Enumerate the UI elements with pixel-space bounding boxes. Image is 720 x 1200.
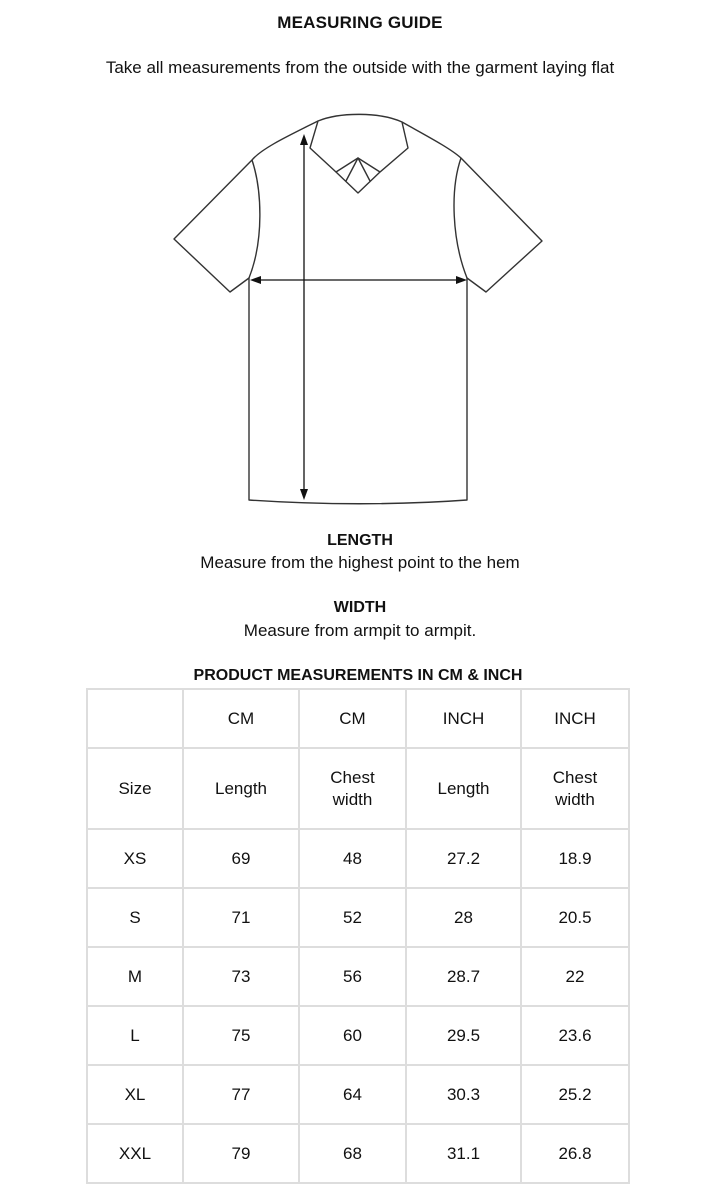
column-header-line: Chest xyxy=(330,767,375,787)
length-arrow-top xyxy=(300,134,308,145)
size-cell: S xyxy=(87,888,183,947)
width-description: Measure from armpit to armpit. xyxy=(243,621,477,640)
size-table xyxy=(86,688,630,1184)
length-description: Measure from the highest point to the hem xyxy=(200,553,520,572)
table-row xyxy=(87,947,629,1006)
table-row xyxy=(87,1006,629,1065)
table-row xyxy=(87,1124,629,1183)
measurement-cell: 64 xyxy=(299,1065,406,1124)
measurement-cell: 30.3 xyxy=(406,1065,521,1124)
measurement-cell: 23.6 xyxy=(521,1006,629,1065)
unit-cell: CM xyxy=(183,689,299,748)
shirt-collar xyxy=(310,114,408,172)
guide-subtitle: Take all measurements from the outside with the garment laying flat xyxy=(105,58,615,77)
measurement-cell: 22 xyxy=(521,947,629,1006)
measurement-cell: 71 xyxy=(183,888,299,947)
measurement-cell: 29.5 xyxy=(406,1006,521,1065)
size-cell: L xyxy=(87,1006,183,1065)
measurement-cell: 56 xyxy=(299,947,406,1006)
length-arrow-bottom xyxy=(300,489,308,500)
length-heading: LENGTH xyxy=(327,532,393,549)
measurement-cell: 27.2 xyxy=(406,829,521,888)
measurement-cell: 79 xyxy=(183,1124,299,1183)
measurement-cell: 28 xyxy=(406,888,521,947)
column-header-line: width xyxy=(332,789,373,809)
column-header-line: Length xyxy=(215,778,267,798)
measurement-cell: 28.7 xyxy=(406,947,521,1006)
measurement-cell: 18.9 xyxy=(521,829,629,888)
column-header xyxy=(299,748,406,829)
size-cell: XS xyxy=(87,829,183,888)
measurement-cell: 60 xyxy=(299,1006,406,1065)
column-header-line: Size xyxy=(118,778,152,798)
size-cell: M xyxy=(87,947,183,1006)
size-cell: XXL xyxy=(87,1124,183,1183)
measurement-cell: 31.1 xyxy=(406,1124,521,1183)
column-header xyxy=(87,748,183,829)
column-header-line: Length xyxy=(437,778,490,798)
column-header xyxy=(406,748,521,829)
shirt-diagram xyxy=(0,100,720,520)
measurement-cell: 77 xyxy=(183,1065,299,1124)
column-header xyxy=(521,748,629,829)
measurement-cell: 26.8 xyxy=(521,1124,629,1183)
measurement-cell: 48 xyxy=(299,829,406,888)
measurement-cell: 52 xyxy=(299,888,406,947)
header-row xyxy=(87,748,629,829)
measurement-cell: 73 xyxy=(183,947,299,1006)
table-title: PRODUCT MEASUREMENTS IN CM & INCH xyxy=(193,667,523,684)
shirt-outline xyxy=(174,121,542,504)
measurement-cell: 69 xyxy=(183,829,299,888)
unit-cell xyxy=(87,689,183,748)
shirt-placket xyxy=(336,158,380,193)
column-header xyxy=(183,748,299,829)
width-arrow-right xyxy=(456,276,467,284)
column-header-line: Chest xyxy=(552,767,598,787)
unit-row xyxy=(87,689,629,748)
size-cell: XL xyxy=(87,1065,183,1124)
column-header-line: width xyxy=(555,789,595,809)
measurement-cell: 75 xyxy=(183,1006,299,1065)
unit-cell: INCH xyxy=(406,689,521,748)
measurement-cell: 68 xyxy=(299,1124,406,1183)
table-row xyxy=(87,1065,629,1124)
width-arrow-left xyxy=(250,276,261,284)
right-sleeve-seam xyxy=(454,158,467,278)
table-row xyxy=(87,888,629,947)
unit-cell: CM xyxy=(299,689,406,748)
guide-title: MEASURING GUIDE xyxy=(277,13,443,32)
measurement-cell: 20.5 xyxy=(521,888,629,947)
unit-cell: INCH xyxy=(521,689,629,748)
width-heading: WIDTH xyxy=(333,599,387,616)
measurement-cell: 25.2 xyxy=(521,1065,629,1124)
left-sleeve-seam xyxy=(249,160,260,278)
table-row xyxy=(87,829,629,888)
